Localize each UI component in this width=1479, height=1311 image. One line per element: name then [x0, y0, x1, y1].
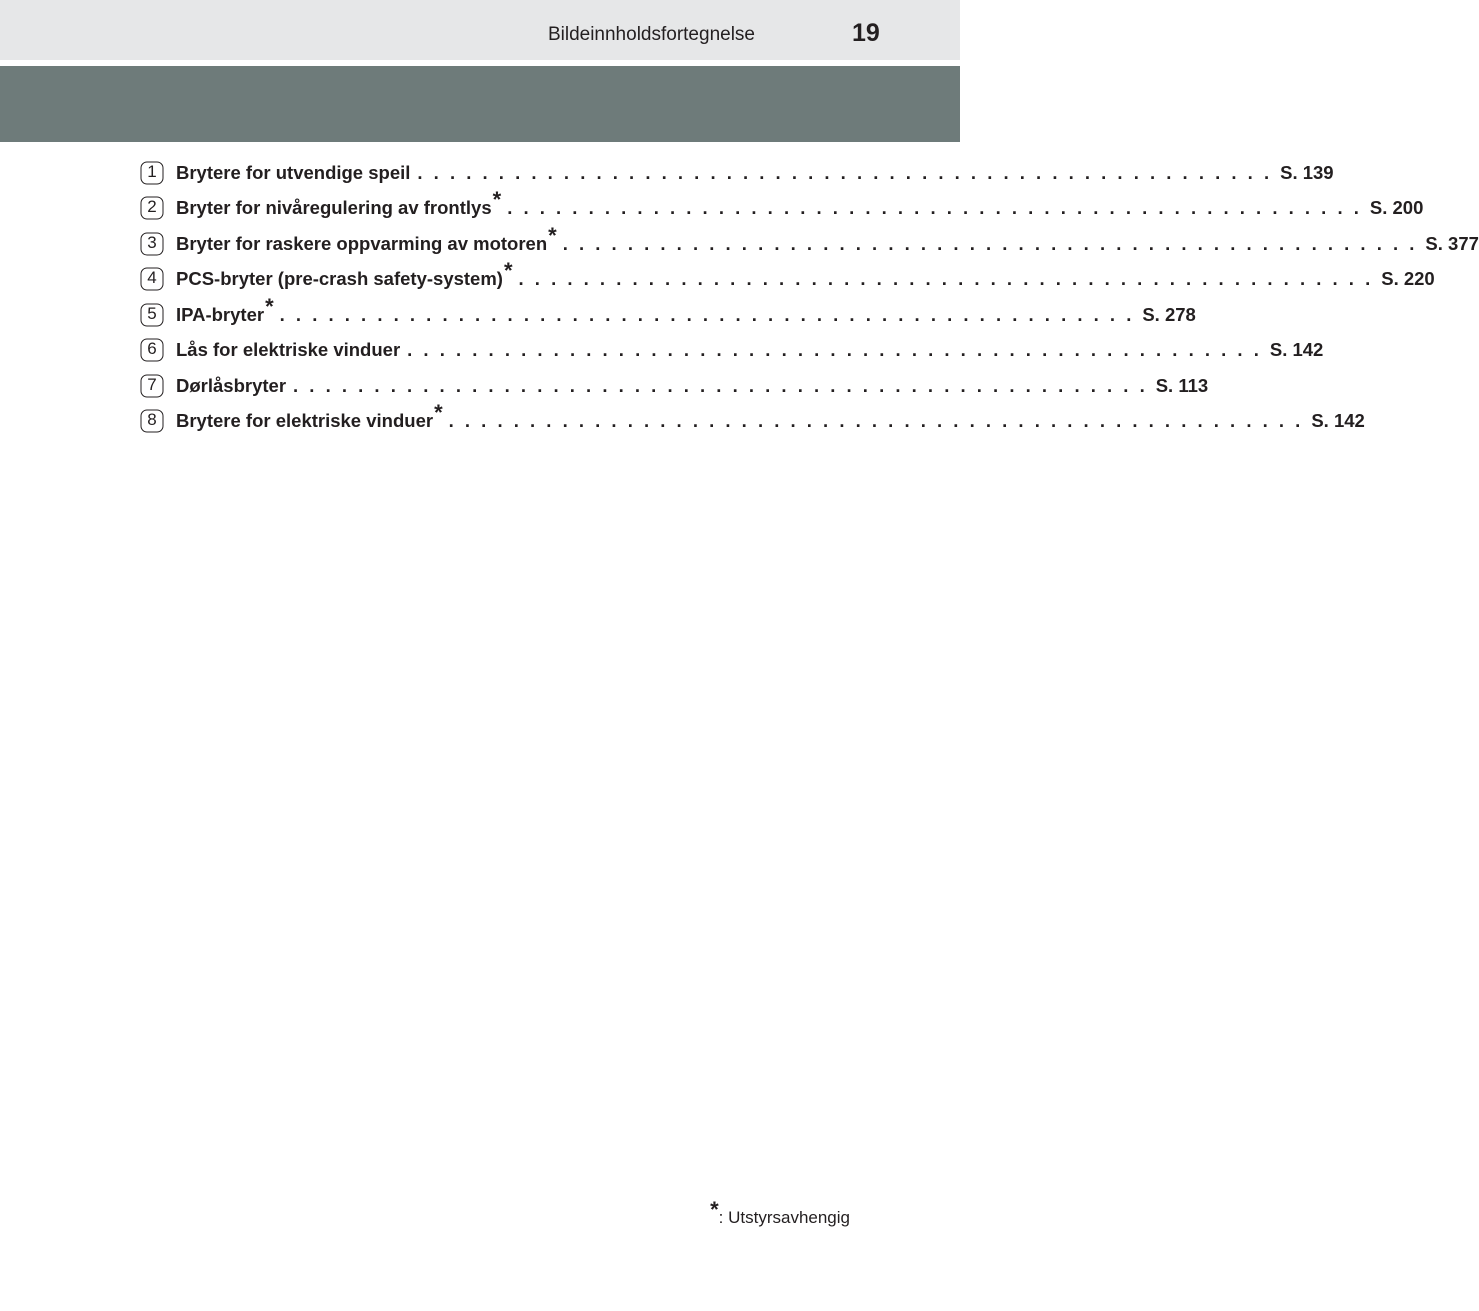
leader-dots: . . . . . . . . . . . . . . . . . . . . . . . . . . . . . . . . . . . . . . . . . . . . . . . . . . . . .	[417, 161, 1273, 183]
item-number-badge	[140, 338, 164, 362]
footnote-text: : Utstyrsavhengig	[718, 1208, 850, 1227]
list-item	[140, 222, 1479, 262]
item-number-badge	[140, 161, 164, 185]
footnote	[710, 1197, 850, 1229]
leader-dots: . . . . . . . . . . . . . . . . . . . . . . . . . . . . . . . . . . . . . . . . . . . . . . . . . . . . .	[518, 268, 1374, 290]
footnote-star: *	[492, 187, 502, 213]
page-reference[interactable]: S. 278	[1142, 303, 1196, 325]
page-reference[interactable]: S. 139	[1280, 161, 1334, 183]
list-item	[140, 187, 1424, 227]
page-reference[interactable]: S. 220	[1381, 268, 1435, 290]
item-number-badge	[140, 232, 164, 256]
footnote-star: *	[548, 222, 557, 248]
page-reference[interactable]: S. 113	[1155, 374, 1209, 396]
leader-dots: . . . . . . . . . . . . . . . . . . . . . . . . . . . . . . . . . . . . . . . . . . . . . . . . . . . . .	[293, 374, 1148, 396]
item-number-badge	[140, 196, 164, 220]
list-item	[140, 258, 1435, 298]
item-number: 6	[147, 339, 157, 359]
item-label: IPA-bryter*	[176, 293, 274, 325]
list-item	[140, 293, 1196, 333]
leader-dots: . . . . . . . . . . . . . . . . . . . . . . . . . . . . . . . . . . . . . . . . . . . . . . . . . . . . .	[507, 197, 1362, 219]
item-label: Brytere for elektriske vinduer*	[176, 400, 443, 432]
item-label: Dørlåsbryter	[176, 374, 287, 396]
list-item	[140, 400, 1365, 440]
page-number: 19	[852, 19, 880, 47]
page-reference[interactable]: S. 200	[1369, 197, 1424, 219]
item-label: PCS-bryter (pre-crash safety-system)*	[176, 258, 513, 290]
leader-dots: . . . . . . . . . . . . . . . . . . . . . . . . . . . . . . . . . . . . . . . . . . . . . . . . . . . . .	[407, 339, 1262, 361]
item-number: 1	[147, 161, 157, 181]
header-band	[0, 66, 960, 142]
item-label: Bryter for nivåregulering av frontlys*	[176, 187, 502, 219]
switch-list	[140, 155, 1479, 439]
page-reference[interactable]: S. 142	[1311, 410, 1365, 432]
page-reference[interactable]: S. 142	[1269, 339, 1324, 361]
list-item	[140, 368, 1209, 404]
leader-dots: . . . . . . . . . . . . . . . . . . . . . . . . . . . . . . . . . . . . . . . . . . . . . . . . . . . . .	[279, 303, 1135, 325]
item-label: Brytere for utvendige speil	[176, 161, 411, 183]
footnote-star: *	[265, 293, 274, 319]
item-number: 7	[147, 374, 157, 394]
item-number-badge	[140, 267, 164, 291]
item-number: 5	[147, 303, 157, 323]
item-number-badge	[140, 303, 164, 327]
page-reference[interactable]: S. 377	[1425, 232, 1479, 254]
list-item	[140, 333, 1324, 369]
footnote-star: *	[434, 400, 443, 426]
item-number: 3	[147, 232, 157, 252]
footnote-star: *	[503, 258, 513, 284]
item-number-badge	[140, 409, 164, 433]
list-item	[140, 155, 1334, 191]
footnote-star: *	[710, 1197, 719, 1222]
leader-dots: . . . . . . . . . . . . . . . . . . . . . . . . . . . . . . . . . . . . . . . . . . . . . . . . . . . . .	[448, 410, 1304, 432]
leader-dots: . . . . . . . . . . . . . . . . . . . . . . . . . . . . . . . . . . . . . . . . . . . . . . . . . . . . .	[562, 232, 1418, 254]
item-label: Lås for elektriske vinduer	[176, 339, 401, 361]
item-label: Bryter for raskere oppvarming av motoren*	[176, 222, 557, 254]
item-number: 8	[147, 410, 157, 430]
top-bar	[0, 0, 960, 60]
item-number: 4	[147, 268, 157, 288]
section-title: Bildeinnholdsfortegnelse	[547, 24, 755, 45]
item-number: 2	[147, 197, 157, 217]
item-number-badge	[140, 374, 164, 398]
